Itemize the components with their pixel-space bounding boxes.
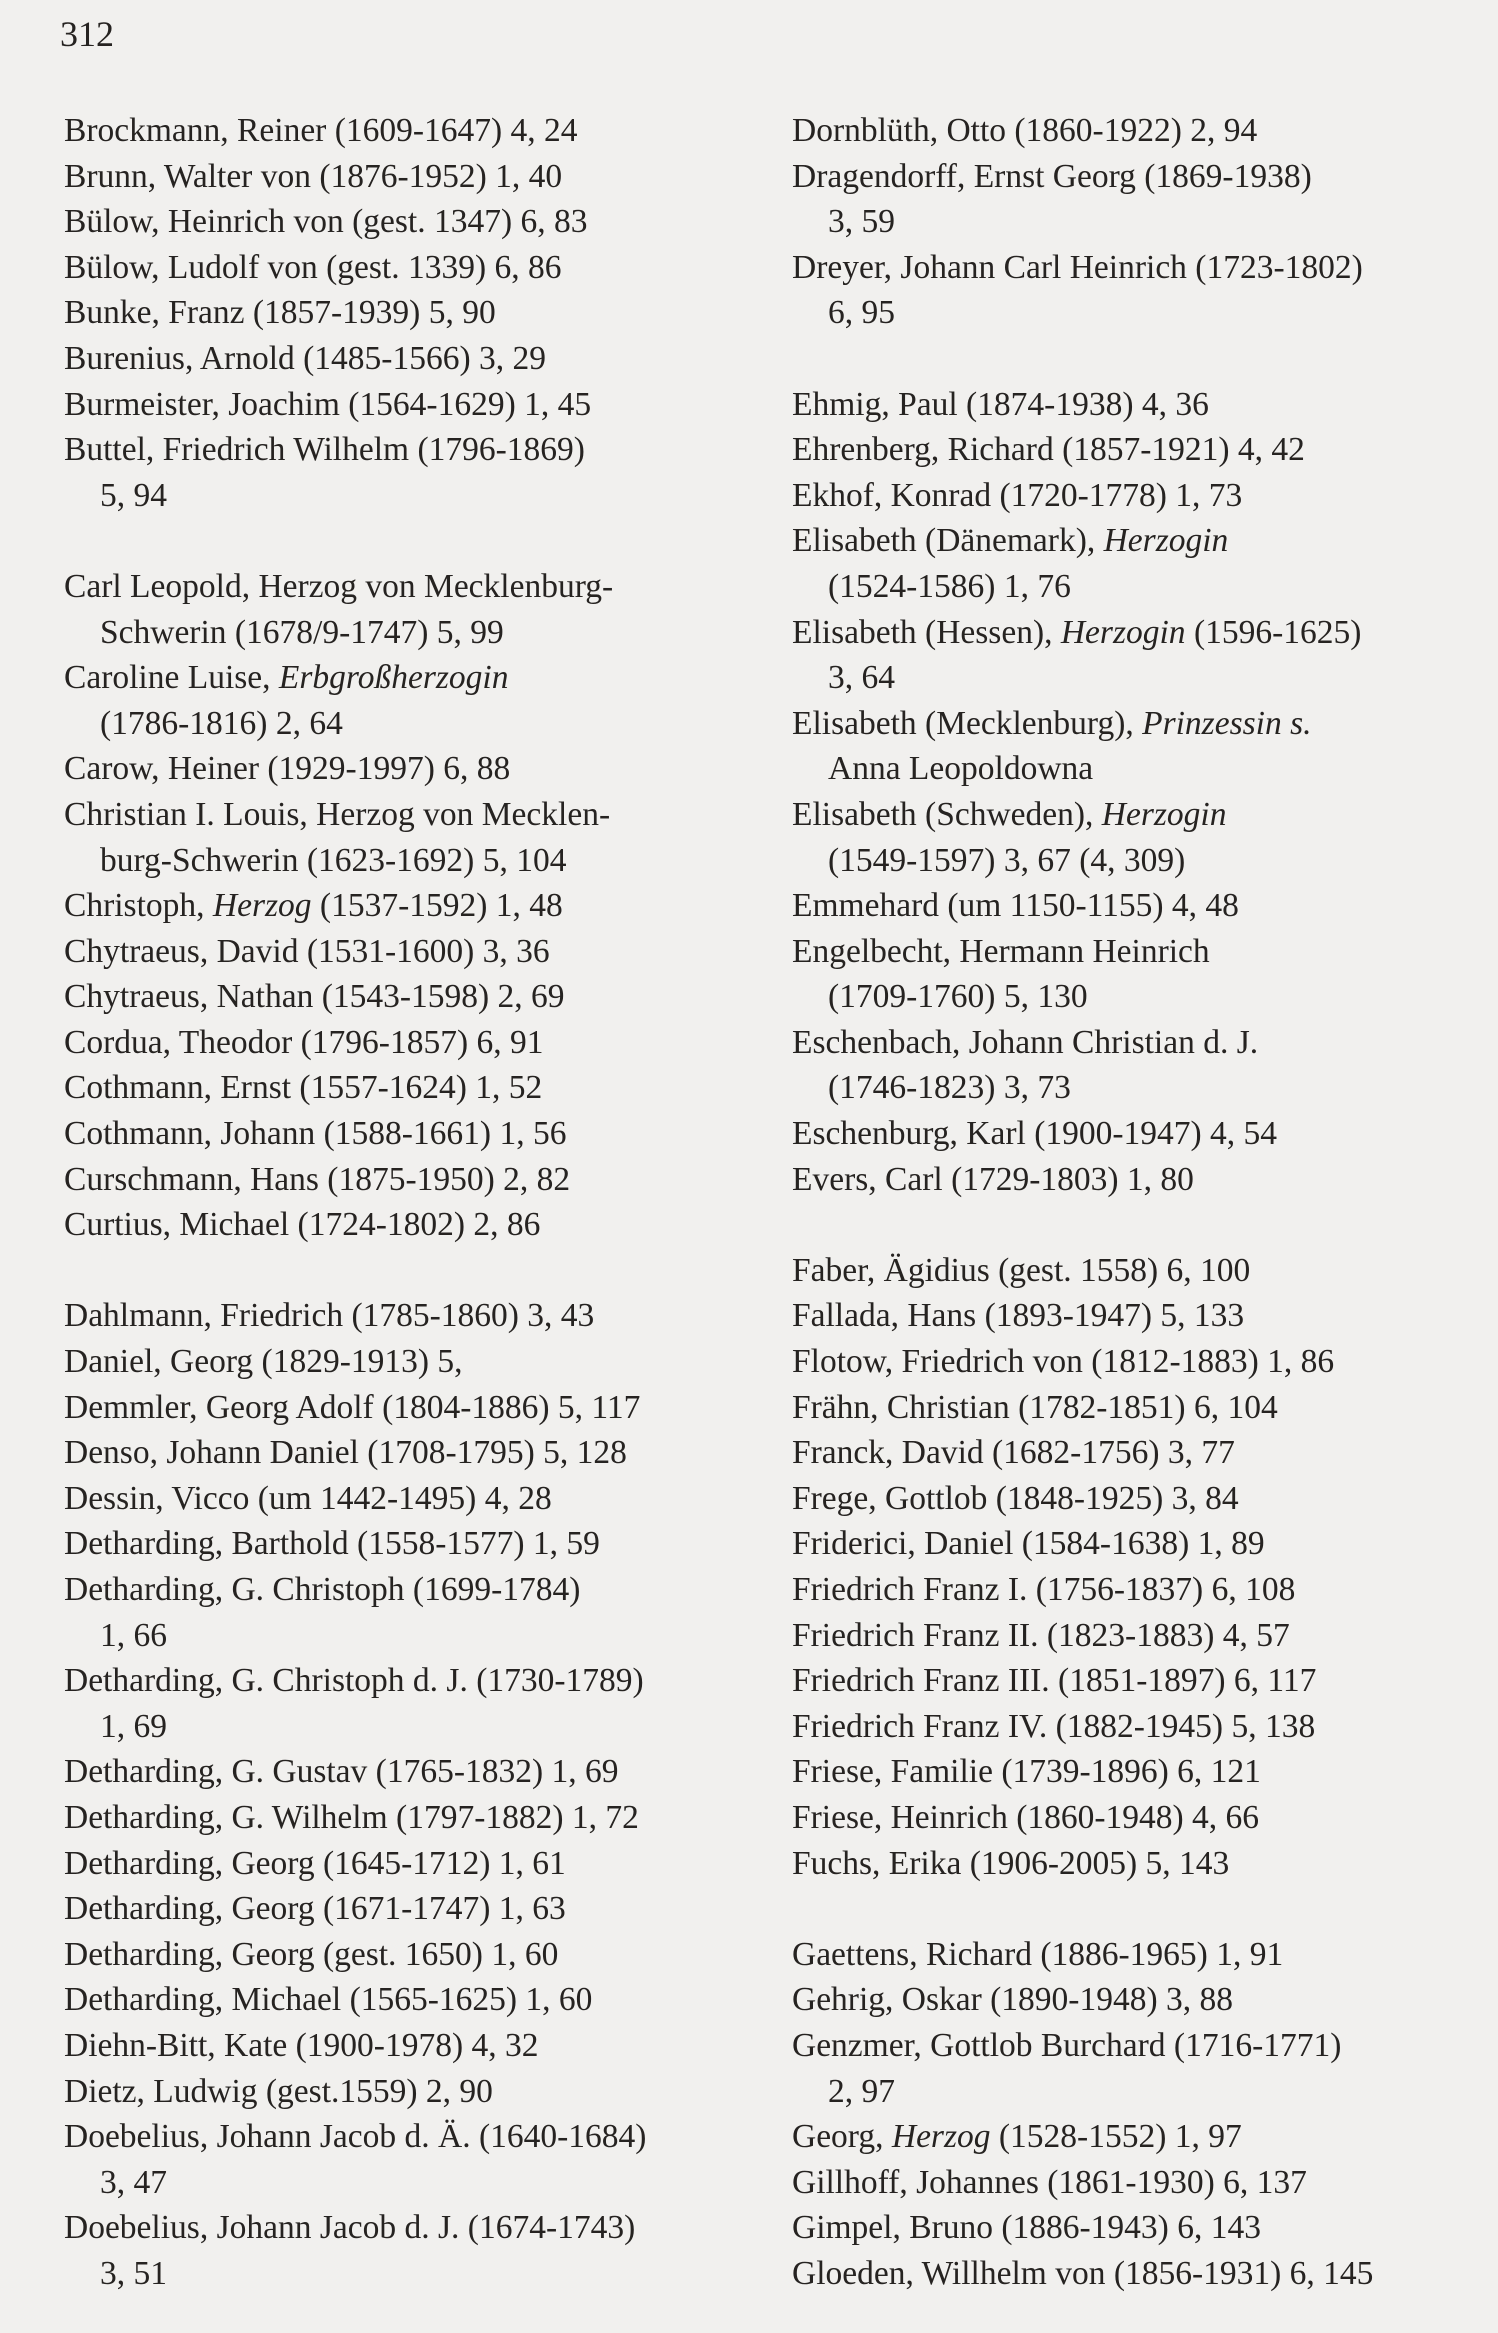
index-entry (792, 108, 1472, 154)
entry-text: (1786-1816) 2, 64 (100, 704, 343, 742)
index-entry (64, 564, 764, 655)
entry-text: Doebelius, Johann Jacob d. J. (1674-1743) (64, 2209, 636, 2247)
index-entry (64, 199, 764, 245)
entry-text: Schwerin (1678/9-1747) 5, 99 (100, 613, 504, 651)
index-entry (792, 1567, 1472, 1613)
index-entry (792, 1385, 1472, 1431)
entry-text: Gaettens, Richard (1886-1965) 1, 91 (792, 1935, 1284, 1973)
entry-text: Daniel, Georg (1829-1913) 5, (64, 1343, 463, 1381)
entry-text: Detharding, G. Gustav (1765-1832) 1, 69 (64, 1753, 619, 1791)
index-entry (792, 1157, 1472, 1203)
index-entry (792, 1977, 1472, 2023)
index-entry (64, 290, 764, 336)
index-entry (792, 382, 1472, 428)
title-italic: Herzogin (1101, 795, 1227, 833)
entry-text: Cothmann, Ernst (1557-1624) 1, 52 (64, 1069, 543, 1107)
index-column-left (64, 108, 764, 2297)
entry-text: (1549-1597) 3, 67 (4, 309) (828, 841, 1186, 879)
entry-text: Genzmer, Gottlob Burchard (1716-1771) (792, 2026, 1342, 2064)
entry-text: Chytraeus, David (1531-1600) 3, 36 (64, 932, 550, 970)
entry-text: Denso, Johann Daniel (1708-1795) 5, 128 (64, 1434, 627, 1472)
index-entry (792, 1704, 1472, 1750)
index-entry (64, 1111, 764, 1157)
entry-text: Detharding, Georg (1671-1747) 1, 63 (64, 1890, 566, 1928)
index-entry (792, 1248, 1472, 1294)
title-italic: Herzogin (1060, 613, 1186, 651)
index-entry (792, 1430, 1472, 1476)
entry-text: Bülow, Ludolf von (gest. 1339) 6, 86 (64, 248, 562, 286)
entry-text: Frähn, Christian (1782-1851) 6, 104 (792, 1388, 1278, 1426)
entry-text: Fuchs, Erika (1906-2005) 5, 143 (792, 1844, 1230, 1882)
entry-text: Dreyer, Johann Carl Heinrich (1723-1802) (792, 248, 1363, 286)
entry-text: Elisabeth (Mecklenburg), (792, 704, 1143, 742)
index-entry (64, 2069, 764, 2115)
entry-text: (1528-1552) 1, 97 (990, 2118, 1242, 2156)
entry-text: 1, 69 (100, 1707, 167, 1745)
index-entry (64, 929, 764, 975)
entry-text: Friese, Heinrich (1860-1948) 4, 66 (792, 1798, 1260, 1836)
index-entry (64, 883, 764, 929)
entry-text: (1709-1760) 5, 130 (828, 978, 1088, 1016)
entry-text: Elisabeth (Schweden), (792, 795, 1102, 833)
index-entry (792, 1476, 1472, 1522)
entry-text: Bunke, Franz (1857-1939) 5, 90 (64, 294, 496, 332)
entry-text: Detharding, Georg (gest. 1650) 1, 60 (64, 1935, 559, 1973)
entry-text: Faber, Ägidius (gest. 1558) 6, 100 (792, 1251, 1251, 1289)
entry-text: Dietz, Ludwig (gest.1559) 2, 90 (64, 2072, 493, 2110)
index-entry (792, 2251, 1472, 2297)
index-entry (64, 108, 764, 154)
entry-text: Christoph, (64, 887, 213, 925)
entry-text: Dragendorff, Ernst Georg (1869-1938) (792, 157, 1312, 195)
index-entry (64, 427, 764, 518)
title-italic: Prinzessin s. (1142, 704, 1312, 742)
entry-text: Gimpel, Bruno (1886-1943) 6, 143 (792, 2209, 1261, 2247)
index-entry (64, 655, 764, 746)
entry-text: Flotow, Friedrich von (1812-1883) 1, 86 (792, 1343, 1335, 1381)
entry-text: Cordua, Theodor (1796-1857) 6, 91 (64, 1023, 544, 1061)
index-entry (64, 1385, 764, 1431)
index-entry (64, 1567, 764, 1658)
entry-text: Ehrenberg, Richard (1857-1921) 4, 42 (792, 431, 1305, 469)
index-entry (792, 610, 1472, 701)
entry-text: Detharding, Georg (1645-1712) 1, 61 (64, 1844, 566, 1882)
index-entry (792, 929, 1472, 1020)
index-entry (64, 1932, 764, 1978)
entry-text: 5, 94 (100, 476, 167, 514)
entry-text: Dornblüth, Otto (1860-1922) 2, 94 (792, 112, 1258, 149)
entry-text: Cothmann, Johann (1588-1661) 1, 56 (64, 1115, 567, 1153)
entry-text: Chytraeus, Nathan (1543-1598) 2, 69 (64, 978, 565, 1016)
index-entry (792, 2023, 1472, 2114)
entry-text: Fallada, Hans (1893-1947) 5, 133 (792, 1297, 1245, 1335)
index-entry (792, 2160, 1472, 2206)
index-entry (64, 1202, 764, 1248)
entry-text: Friedrich Franz IV. (1882-1945) 5, 138 (792, 1707, 1316, 1745)
index-entry (792, 1749, 1472, 1795)
entry-text: 3, 51 (100, 2254, 167, 2292)
entry-text: Gloeden, Willhelm von (1856-1931) 6, 145 (792, 2254, 1374, 2292)
entry-text: Georg, (792, 2118, 892, 2156)
index-entry (792, 473, 1472, 519)
entry-text: Detharding, G. Christoph (1699-1784) (64, 1571, 581, 1608)
index-entry (792, 792, 1472, 883)
entry-text: Franck, David (1682-1756) 3, 77 (792, 1434, 1235, 1472)
index-entry (64, 1977, 764, 2023)
index-entry (64, 1065, 764, 1111)
entry-text: Burenius, Arnold (1485-1566) 3, 29 (64, 339, 546, 377)
index-entry (64, 1841, 764, 1887)
entry-text: (1524-1586) 1, 76 (828, 567, 1071, 605)
index-entry (792, 1613, 1472, 1659)
entry-text: 6, 95 (828, 294, 895, 332)
index-entry (792, 427, 1472, 473)
index-entry (792, 1795, 1472, 1841)
entry-text: Elisabeth (Hessen), (792, 613, 1061, 651)
title-italic: Herzog (212, 887, 312, 925)
entry-text: Detharding, G. Christoph d. J. (1730-1789) (64, 1662, 644, 1700)
index-entry (64, 1658, 764, 1749)
entry-text: 1, 66 (100, 1616, 167, 1654)
entry-text: Burmeister, Joachim (1564-1629) 1, 45 (64, 385, 592, 423)
entry-text: Ekhof, Konrad (1720-1778) 1, 73 (792, 476, 1243, 514)
index-entry (792, 1293, 1472, 1339)
entry-text: Frege, Gottlob (1848-1925) 3, 84 (792, 1479, 1239, 1517)
index-entry (792, 701, 1472, 792)
index-entry (64, 2114, 764, 2205)
index-entry (64, 974, 764, 1020)
index-entry (64, 1157, 764, 1203)
index-entry (792, 2114, 1472, 2160)
entry-text: Anna Leopoldowna (828, 750, 1094, 788)
entry-text: 3, 59 (828, 203, 895, 241)
index-entry (792, 154, 1472, 245)
entry-text: Friedrich Franz II. (1823-1883) 4, 57 (792, 1616, 1290, 1654)
index-entry (792, 518, 1472, 609)
index-entry (64, 1430, 764, 1476)
index-entry (64, 1020, 764, 1066)
entry-text: Gehrig, Oskar (1890-1948) 3, 88 (792, 1981, 1233, 2019)
index-entry (64, 1293, 764, 1339)
index-entry (792, 1932, 1472, 1978)
index-entry (64, 2023, 764, 2069)
entry-text: Carl Leopold, Herzog von Mecklenburg- (64, 567, 614, 605)
entry-text: Friderici, Daniel (1584-1638) 1, 89 (792, 1525, 1265, 1563)
entry-text: (1746-1823) 3, 73 (828, 1069, 1071, 1107)
entry-text: Dessin, Vicco (um 1442-1495) 4, 28 (64, 1479, 552, 1517)
entry-text: Doebelius, Johann Jacob d. Ä. (1640-1684) (64, 2118, 647, 2156)
entry-text: Ehmig, Paul (1874-1938) 4, 36 (792, 385, 1209, 423)
entry-text: Eschenbach, Johann Christian d. J. (792, 1023, 1259, 1061)
index-entry (64, 1795, 764, 1841)
entry-text: Diehn-Bitt, Kate (1900-1978) 4, 32 (64, 2026, 539, 2064)
index-entry (792, 245, 1472, 336)
entry-text: Carow, Heiner (1929-1997) 6, 88 (64, 750, 511, 788)
index-entry (64, 1339, 764, 1385)
entry-text: Bülow, Heinrich von (gest. 1347) 6, 83 (64, 203, 588, 241)
entry-text: Friese, Familie (1739-1896) 6, 121 (792, 1753, 1261, 1791)
index-entry (64, 792, 764, 883)
index-column-right (792, 108, 1472, 2297)
index-entry (792, 1339, 1472, 1385)
index-entry (64, 245, 764, 291)
index-entry (64, 1749, 764, 1795)
entry-text: Buttel, Friedrich Wilhelm (1796-1869) (64, 431, 585, 469)
page-number: 312 (60, 14, 114, 54)
entry-text: Christian I. Louis, Herzog von Mecklen- (64, 795, 611, 833)
entry-text: Engelbecht, Hermann Heinrich (792, 932, 1210, 970)
title-italic: Herzogin (1103, 522, 1229, 560)
entry-text: Demmler, Georg Adolf (1804-1886) 5, 117 (64, 1388, 641, 1426)
index-entry (64, 336, 764, 382)
entry-text: burg-Schwerin (1623-1692) 5, 104 (100, 841, 567, 879)
entry-text: (1537-1592) 1, 48 (311, 887, 563, 925)
entry-text: 3, 47 (100, 2163, 167, 2201)
entry-text: Detharding, Michael (1565-1625) 1, 60 (64, 1981, 593, 2019)
entry-text: Friedrich Franz III. (1851-1897) 6, 117 (792, 1662, 1317, 1700)
index-entry (64, 1476, 764, 1522)
entry-text: 2, 97 (828, 2072, 895, 2110)
index-entry (64, 382, 764, 428)
index-entry (64, 2205, 764, 2296)
entry-text: Curtius, Michael (1724-1802) 2, 86 (64, 1206, 541, 1244)
title-italic: Erbgroßherzogin (278, 659, 509, 697)
index-entry (792, 1841, 1472, 1887)
index-entry (64, 154, 764, 200)
index-entry (64, 746, 764, 792)
entry-text: Caroline Luise, (64, 659, 279, 697)
index-entry (792, 1521, 1472, 1567)
entry-text: Curschmann, Hans (1875-1950) 2, 82 (64, 1160, 571, 1198)
index-entry (792, 883, 1472, 929)
entry-text: Evers, Carl (1729-1803) 1, 80 (792, 1160, 1194, 1198)
index-entry (64, 1521, 764, 1567)
title-italic: Herzog (891, 2118, 991, 2156)
entry-text: Detharding, G. Wilhelm (1797-1882) 1, 72 (64, 1798, 639, 1836)
entry-text: Emmehard (um 1150-1155) 4, 48 (792, 887, 1239, 925)
entry-text: (1596-1625) (1185, 613, 1362, 651)
entry-text: 3, 64 (828, 659, 895, 697)
index-entry (792, 1658, 1472, 1704)
entry-text: Friedrich Franz I. (1756-1837) 6, 108 (792, 1571, 1296, 1608)
entry-text: Brunn, Walter von (1876-1952) 1, 40 (64, 157, 563, 195)
index-entry (792, 2205, 1472, 2251)
index-entry (64, 1886, 764, 1932)
index-entry (792, 1020, 1472, 1111)
entry-text: Elisabeth (Dänemark), (792, 522, 1104, 560)
entry-text: Detharding, Barthold (1558-1577) 1, 59 (64, 1525, 600, 1563)
entry-text: Gillhoff, Johannes (1861-1930) 6, 137 (792, 2163, 1307, 2201)
entry-text: Eschenburg, Karl (1900-1947) 4, 54 (792, 1115, 1278, 1153)
entry-text: Dahlmann, Friedrich (1785-1860) 3, 43 (64, 1297, 595, 1335)
entry-text: Brockmann, Reiner (1609-1647) 4, 24 (64, 112, 578, 149)
index-entry (792, 1111, 1472, 1157)
